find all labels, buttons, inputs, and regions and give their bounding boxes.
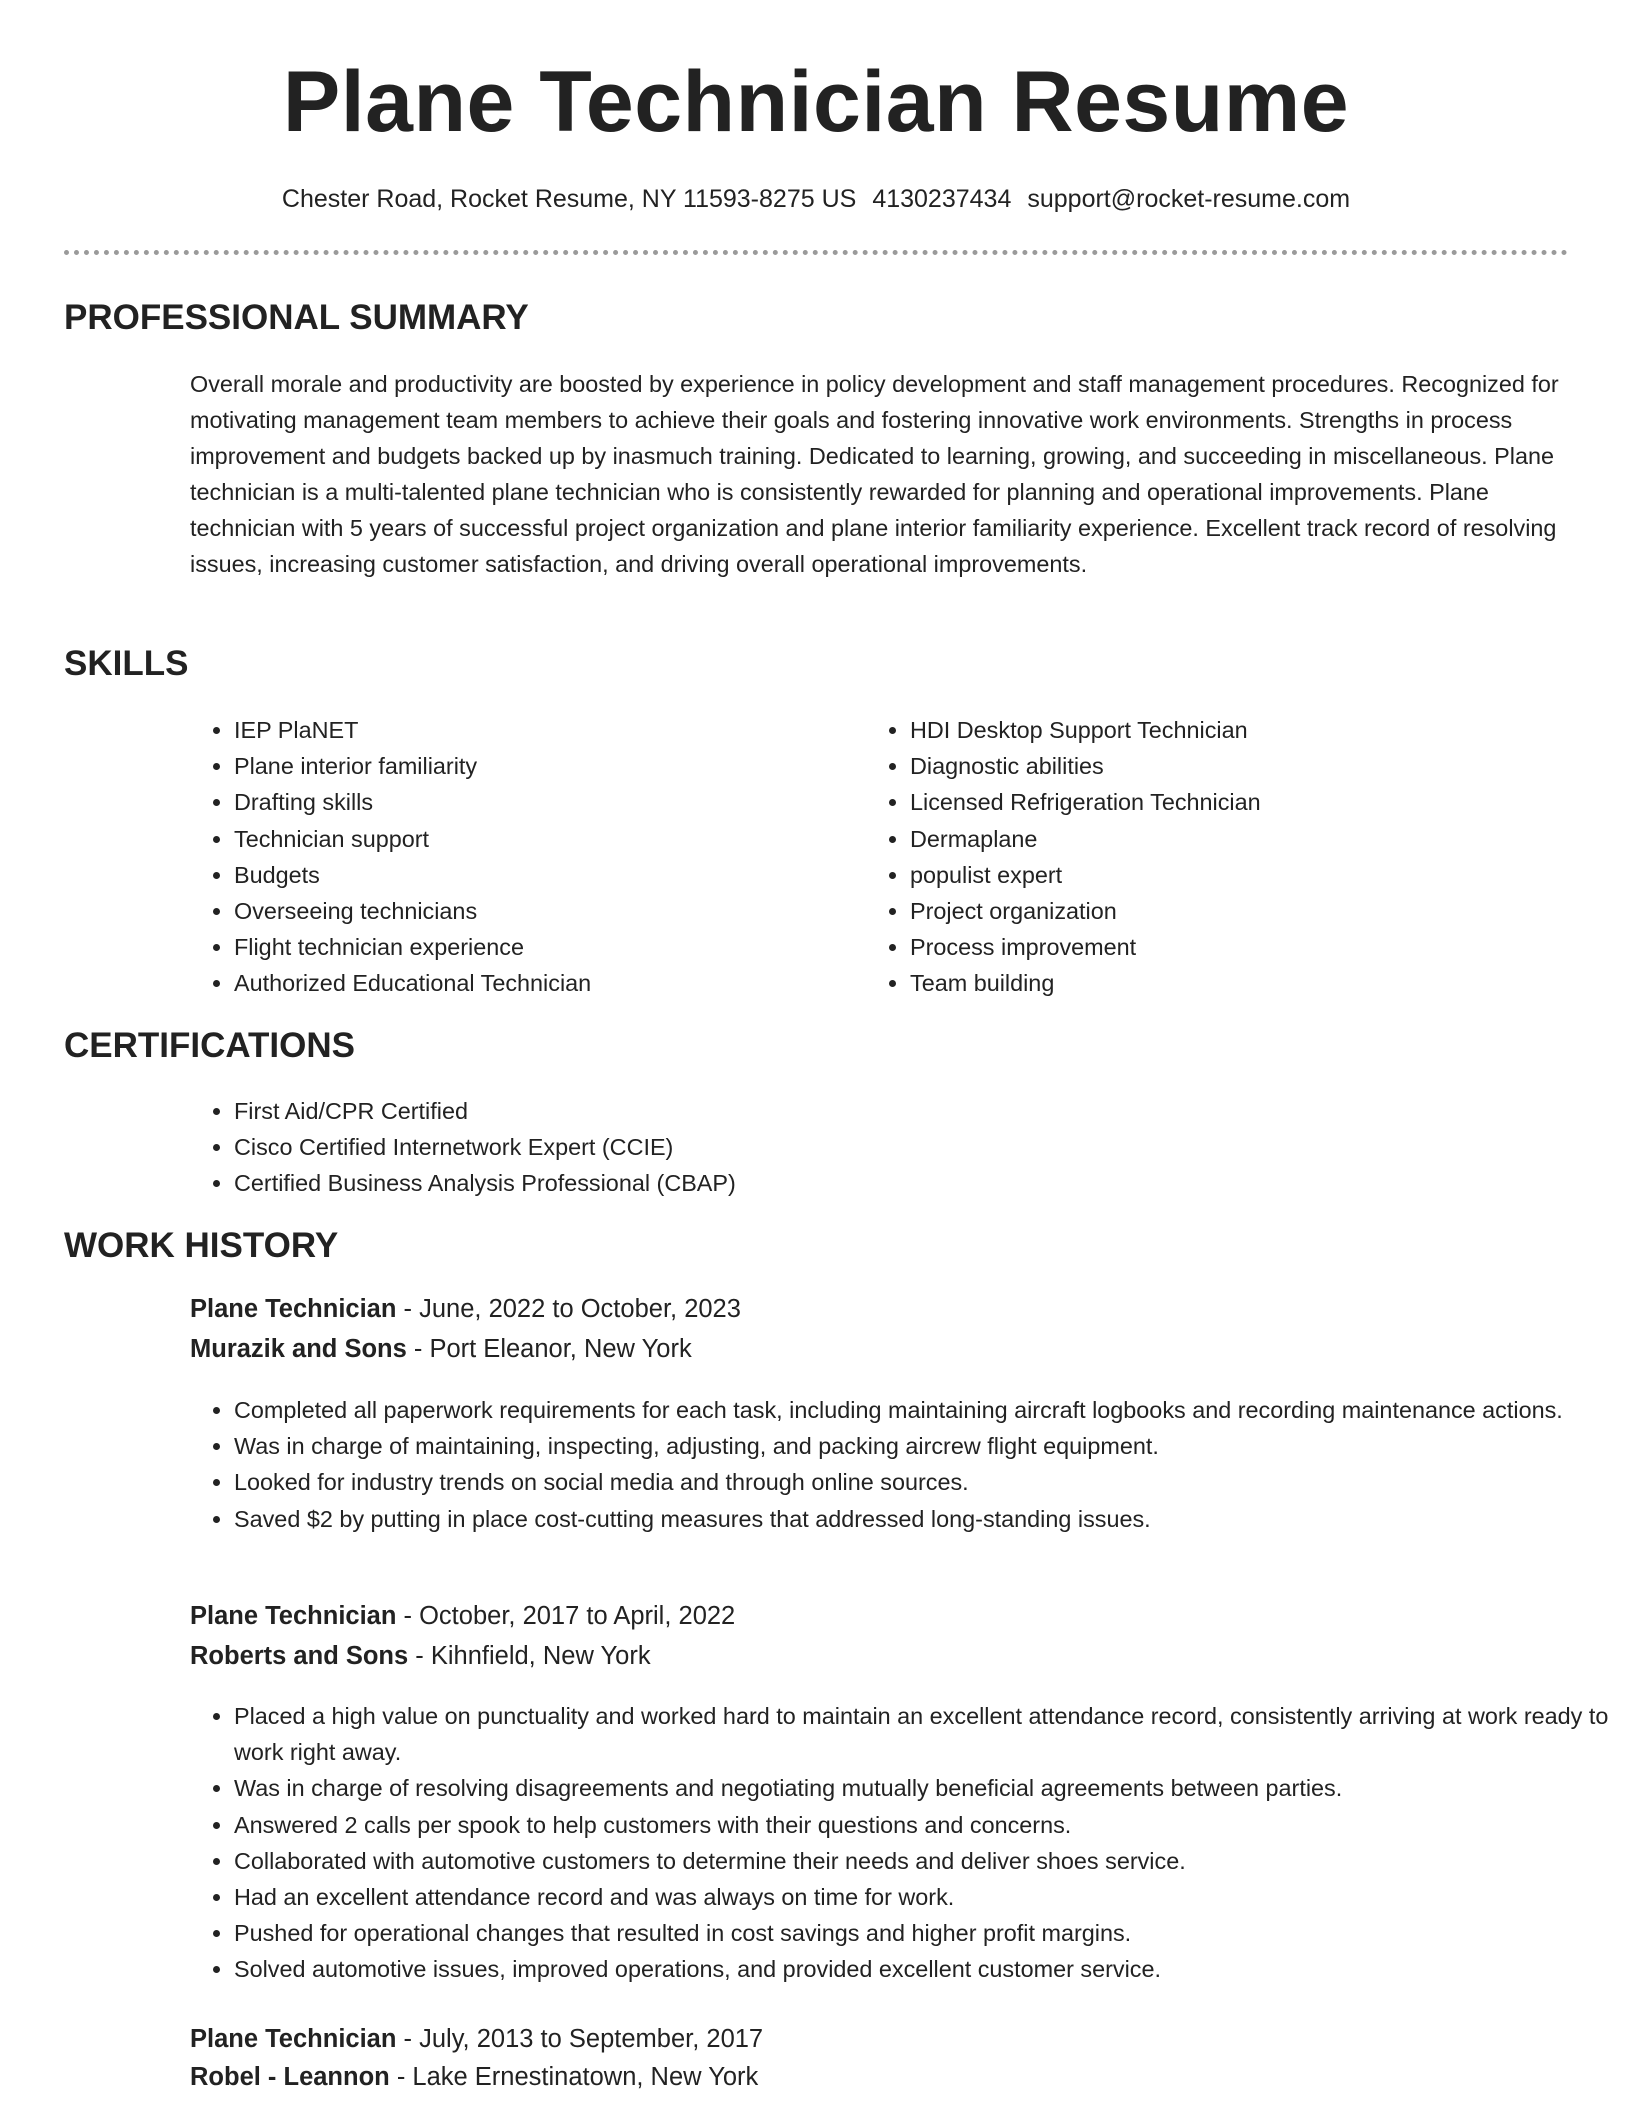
job-location: - Port Eleanor, New York <box>406 1335 692 1363</box>
job-location: - Lake Ernestinatown, New York <box>389 2063 759 2091</box>
work-history-heading: WORK HISTORY <box>64 1226 339 1265</box>
skill-item: • Overseeing technicians <box>234 893 874 929</box>
certification-item: • Cisco Certified Internetwork Expert (CCIE) <box>234 1129 1534 1165</box>
job-company: Roberts and Sons <box>190 1642 409 1670</box>
skill-item: • Authorized Educational Technician <box>234 965 874 1001</box>
skill-item: • Budgets <box>234 857 874 893</box>
job-bullet: • Saved $2 by putting in place cost-cutting measures that addressed long-standing issues. <box>234 1501 1612 1537</box>
job-title: Plane Technician <box>190 1295 397 1323</box>
skill-item: • Drafting skills <box>234 784 874 820</box>
skill-item: • Team building <box>910 965 1550 1001</box>
job-bullets <box>190 1392 1612 1537</box>
job-title: Plane Technician <box>190 1602 397 1630</box>
skill-item: • Dermaplane <box>910 821 1550 857</box>
job-bullet: • Looked for industry trends on social media and through online sources. <box>234 1464 1612 1500</box>
skill-item: • Diagnostic abilities <box>910 748 1550 784</box>
skills-list-left <box>190 712 874 1002</box>
job-bullet: • Answered 2 calls per spook to help customers with their questions and concerns. <box>234 1807 1612 1843</box>
certification-item: • Certified Business Analysis Professional (CBAP) <box>234 1165 1534 1201</box>
header-divider <box>64 250 1568 255</box>
job-dates: - October, 2017 to April, 2022 <box>396 1602 736 1630</box>
job-bullet: • Collaborated with automotive customers to determine their needs and deliver shoes service. <box>234 1843 1612 1879</box>
job-company: Murazik and Sons <box>190 1335 407 1363</box>
skills-list-right <box>866 712 1550 1002</box>
skill-item: • Licensed Refrigeration Technician <box>910 784 1550 820</box>
skill-item: • Flight technician experience <box>234 929 874 965</box>
skills-heading: SKILLS <box>64 644 189 683</box>
skill-item: • Project organization <box>910 893 1550 929</box>
skill-item: • HDI Desktop Support Technician <box>910 712 1550 748</box>
contact-email: support@rocket-resume.com <box>1027 185 1351 213</box>
certifications-heading: CERTIFICATIONS <box>64 1026 356 1065</box>
job-bullet: • Had an excellent attendance record and was always on time for work. <box>234 1879 1612 1915</box>
job-bullet: • Was in charge of resolving disagreements and negotiating mutually beneficial agreements between parties. <box>234 1770 1612 1806</box>
job-dates: - July, 2013 to September, 2017 <box>396 2025 764 2053</box>
job-company: Robel - Leannon <box>190 2063 390 2091</box>
contact-line <box>0 182 1632 216</box>
job-company-line <box>190 2058 758 2096</box>
certification-item: • First Aid/CPR Certified <box>234 1093 1534 1129</box>
job-bullet: • Solved automotive issues, improved operations, and provided excellent customer service. <box>234 1951 1612 1987</box>
job-location: - Kihnfield, New York <box>408 1642 651 1670</box>
job-bullet: • Was in charge of maintaining, inspecting, adjusting, and packing aircrew flight equipment. <box>234 1428 1612 1464</box>
resume-title: Plane Technician Resume <box>282 54 1350 150</box>
job-company-line <box>190 1330 692 1368</box>
certifications-list <box>190 1093 1534 1202</box>
summary-heading: PROFESSIONAL SUMMARY <box>64 298 529 337</box>
job-bullet: • Pushed for operational changes that resulted in cost savings and higher profit margins. <box>234 1915 1612 1951</box>
job-title-line <box>190 1290 741 1328</box>
job-dates: - June, 2022 to October, 2023 <box>396 1295 741 1323</box>
job-company-line <box>190 1637 651 1675</box>
job-bullet: • Placed a high value on punctuality and worked hard to maintain an excellent attendance record, consistently arriving at work ready to work right away. <box>234 1698 1612 1770</box>
contact-phone: 4130237434 <box>872 185 1012 213</box>
skill-item: • populist expert <box>910 857 1550 893</box>
skill-item: • Process improvement <box>910 929 1550 965</box>
skill-item: • Plane interior familiarity <box>234 748 874 784</box>
skill-item: • Technician support <box>234 821 874 857</box>
job-title-line <box>190 2020 763 2058</box>
job-title-line <box>190 1597 735 1635</box>
summary-text: Overall morale and productivity are boosted by experience in policy development and staff management procedures. Recognized for motivating management team members to achieve their goals and fostering innovative work environments. Strengths in process improvement and budgets backed up by inasmuch training. Dedicated to learning, growing, and succeeding in miscellaneous. Plane technician is a multi-talented plane technician who is consistently rewarded for planning and operational improvements. Plane technician with 5 years of successful project organization and plane interior familiarity experience. Excellent track record of resolving issues, increasing customer satisfaction, and driving overall operational improvements. <box>190 371 1559 577</box>
job-title: Plane Technician <box>190 2025 397 2053</box>
contact-address: Chester Road, Rocket Resume, NY 11593-8275 US <box>281 185 857 213</box>
skill-item: • IEP PlaNET <box>234 712 874 748</box>
job-bullet: • Completed all paperwork requirements for each task, including maintaining aircraft logbooks and recording maintenance actions. <box>234 1392 1612 1428</box>
job-bullets <box>190 1698 1612 1988</box>
